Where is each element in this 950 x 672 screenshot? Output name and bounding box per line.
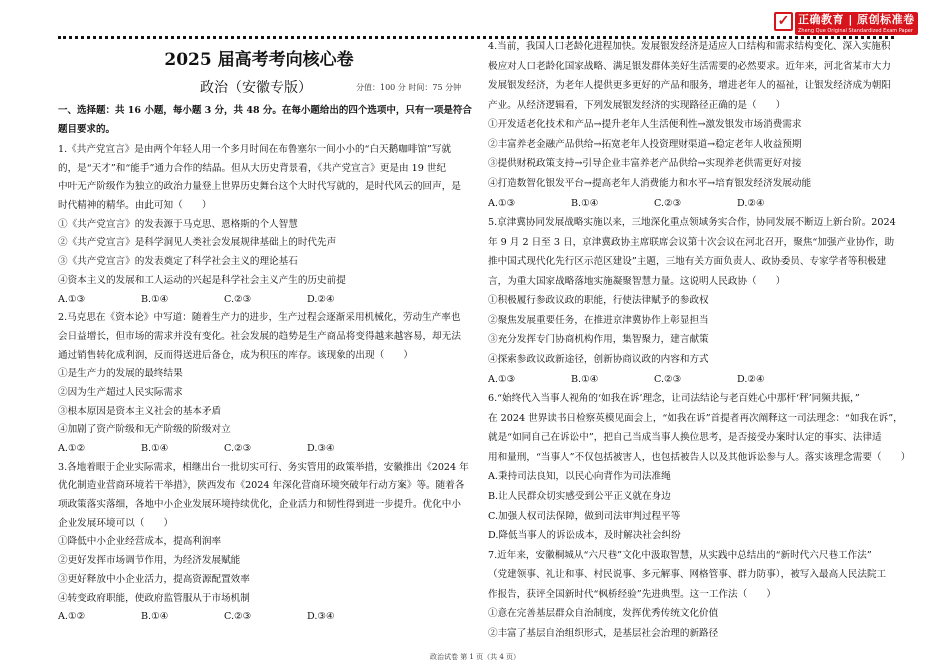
answer-option[interactable]: ①《共产党宣言》的发表源于马克思、恩格斯的个人智慧 bbox=[58, 218, 298, 230]
answer-option[interactable]: ③充分发挥专门协商机构作用，集智聚力，建言献策 bbox=[488, 334, 709, 346]
question-stem-line: 用和量刑，“当事人”不仅包括被害人，也包括被告人以及其他诉讼参与人。落实该理念需要（ ） bbox=[488, 451, 911, 463]
answer-choice[interactable]: A.①② bbox=[58, 443, 86, 454]
answer-option[interactable]: C.加强人权司法保障，做到司法审判过程平等 bbox=[488, 510, 681, 522]
answer-option[interactable]: ①积极履行参政议政的职能，行使法律赋予的参政权 bbox=[488, 295, 709, 307]
checkmark-icon: ✓ bbox=[774, 12, 793, 31]
question-stem-line: 项政策落实落细，各地中小企业发展环境持续优化，企业活力和韧性得到进一步提升。优化中小 bbox=[58, 499, 461, 511]
question-stem-line: 7.近年来，安徽桐城从“六尺巷”文化中汲取智慧，从实践中总结出的“新时代六尺巷工作法” bbox=[488, 549, 872, 561]
answer-choices-row bbox=[58, 291, 460, 310]
question-stem-line: 2.马克思在《资本论》中写道：随着生产力的进步，生产过程会逐渐采用机械化，劳动生产率也 bbox=[58, 312, 461, 324]
answer-choice[interactable]: D.②④ bbox=[307, 293, 335, 305]
section-heading bbox=[58, 101, 472, 139]
question-stem-line: 言，为重大国家战略落地实施凝聚智慧力量。这说明人民政协（ ） bbox=[488, 275, 786, 287]
answer-choice[interactable]: B.①④ bbox=[571, 197, 599, 209]
question-stem-line: 在 2024 世界读书日检察英模见面会上，“如我在诉”首提者再次阐释这一司法理念：“如我在诉”， bbox=[488, 412, 903, 424]
section-heading-line: 一、选择题：共 16 小题，每小题 3 分，共 48 分。在每小题给出的四个选项中，只有一项是符合 bbox=[58, 105, 472, 116]
question-4 bbox=[488, 37, 894, 213]
question-6 bbox=[488, 389, 911, 546]
answer-choice[interactable]: D.②④ bbox=[737, 373, 765, 385]
answer-option[interactable]: ②因为生产超过人民实际需求 bbox=[58, 386, 183, 398]
question-stem-line: 优化制造业营商环境若干举措》，陕西发布《2024 年深化营商环境突破年行动方案》等。随着各 bbox=[58, 480, 465, 492]
answer-choice[interactable]: C.②③ bbox=[224, 443, 252, 454]
answer-choice[interactable]: B.①④ bbox=[571, 373, 599, 385]
score-time-info: 分值：100 分 时间：75 分钟 bbox=[356, 83, 462, 92]
answer-option[interactable]: ①是生产力的发展的最终结果 bbox=[58, 368, 183, 380]
answer-option[interactable]: ②《共产党宣言》是科学洞见人类社会发展规律基础上的时代先声 bbox=[58, 237, 337, 249]
answer-choice[interactable]: A.①③ bbox=[488, 197, 516, 209]
answer-option[interactable]: ②更好发挥市场调节作用，为经济发展赋能 bbox=[58, 555, 241, 567]
right-column bbox=[488, 37, 911, 643]
answer-option[interactable]: ③《共产党宣言》的发表奠定了科学社会主义的理论基石 bbox=[58, 256, 298, 268]
question-stem-line: 的，是“天才”和“能手”通力合作的结晶。但从大历史背景看，《共产党宣言》更是由 19 世纪 bbox=[58, 162, 447, 174]
answer-choice[interactable]: A.①② bbox=[58, 611, 86, 623]
answer-choice[interactable]: D.③④ bbox=[307, 611, 335, 623]
question-stem-line: 企业发展环境可以（ ） bbox=[58, 517, 174, 529]
answer-choice[interactable]: B.①④ bbox=[141, 611, 169, 623]
answer-option[interactable]: ④探索参政议政新途径，创新协商议政的内容和方式 bbox=[488, 354, 709, 365]
answer-option[interactable]: ②丰富养老金融产品供给→拓宽老年人投资理财渠道→稳定老年人收益预期 bbox=[488, 138, 802, 150]
answer-option[interactable]: ④打造数智化银发平台→提高老年人消费能力和水平→培育银发经济发展动能 bbox=[488, 177, 812, 189]
answer-choices-row bbox=[488, 194, 894, 214]
exam-subject: 政治（安徽专版） bbox=[200, 80, 312, 96]
question-1 bbox=[58, 141, 460, 309]
question-7 bbox=[488, 546, 894, 644]
question-stem-line: 4.当前，我国人口老龄化进程加快。发展银发经济是适应人口结构和需求结构变化、深入实施积 bbox=[488, 41, 891, 52]
logo-badge bbox=[795, 12, 918, 35]
question-stem-line: 中叶无产阶级作为独立的政治力量登上世界历史舞台这个大时代写就的，是时代风云的回声，是 bbox=[58, 181, 461, 193]
question-2 bbox=[58, 309, 460, 459]
answer-option[interactable]: ④转变政府职能，使政府监管服从于市场机制 bbox=[58, 592, 250, 604]
answer-choice[interactable]: B.①④ bbox=[141, 443, 169, 454]
answer-option[interactable]: ①开发适老化技术和产品→提升老年人生活便利性→激发银发市场消费需求 bbox=[488, 119, 802, 131]
question-stem-line: 年 9 月 2 日至 3 日，京津冀政协主席联席会议第十次会议在河北召开，聚焦“加强产业协作，助 bbox=[488, 236, 895, 248]
question-stem-line: 通过销售转化成利润，反而得送进后备仓，成为积压的库存。该现象的出现（ ） bbox=[58, 349, 413, 361]
answer-choice[interactable]: C.②③ bbox=[654, 373, 682, 385]
answer-option[interactable]: ③提供财税政策支持→引导企业丰富养老产品供给→实现养老供需更好对接 bbox=[488, 158, 802, 170]
answer-choice[interactable]: C.②③ bbox=[224, 611, 252, 623]
question-3 bbox=[58, 459, 469, 627]
answer-choice[interactable]: D.②④ bbox=[737, 197, 765, 209]
answer-option[interactable]: B.让人民群众切实感受到公平正义就在身边 bbox=[488, 490, 671, 502]
answer-choice[interactable]: B.①④ bbox=[141, 293, 169, 305]
question-stem-line: 发展银发经济，为老年人提供更多更好的产品和服务，增进老年人的福祉，让银发经济成为朝阳 bbox=[488, 80, 891, 92]
section-heading-line: 题目要求的。 bbox=[58, 124, 116, 135]
logo-text: 正确教育 | 原创标准卷 bbox=[798, 13, 915, 26]
answer-choice[interactable]: A.①③ bbox=[488, 373, 516, 385]
question-stem-line: 就是“如同自己在诉讼中”，把自己当成当事人换位思考，是否接受办案时认定的事实、法律适 bbox=[488, 432, 882, 444]
answer-choices-row bbox=[58, 608, 460, 627]
answer-option[interactable]: ③更好释放中小企业活力，提高资源配置效率 bbox=[58, 573, 250, 585]
question-stem-line: 极应对人口老龄化国家战略、满足银发群体美好生活需要的必然要求。近年来，河北省某市大力 bbox=[488, 60, 891, 72]
answer-option[interactable]: ③根本原因是资本主义社会的基本矛盾 bbox=[58, 405, 222, 417]
question-5 bbox=[488, 213, 894, 389]
left-column bbox=[58, 141, 469, 627]
question-stem-line: 6.“始终代入当事人视角的‘如我在诉’理念，让司法结论与老百姓心中那杆‘秤’同频共振，” bbox=[488, 393, 860, 405]
answer-option[interactable]: ①降低中小企业经营成本，提高利润率 bbox=[58, 536, 222, 548]
answer-choices-row bbox=[488, 370, 894, 390]
question-stem-line: （党建领事、礼让和事、村民说事、多元解事、网格管事、群力防事），被写入最高人民法院工 bbox=[488, 569, 887, 581]
question-stem-line: 时代精神的精华。由此可知（ ） bbox=[58, 200, 212, 212]
answer-option[interactable]: ②丰富了基层自治组织形式，是基层社会治理的新路径 bbox=[488, 627, 719, 639]
question-stem-line: 会日益增长，但市场的需求并没有变化。社会发展的趋势是生产商品将变得越来越容易，却无法 bbox=[58, 330, 461, 342]
answer-option[interactable]: ④加剧了资产阶级和无产阶级的阶级对立 bbox=[58, 424, 231, 436]
question-stem-line: 1.《共产党宣言》是由两个年轻人用一个多月时间在布鲁塞尔一间小小的“白天鹅咖啡馆”写就 bbox=[58, 144, 452, 155]
question-stem-line: 作报告，获评全国新时代“枫桥经验”先进典型。这一工作法（ ） bbox=[488, 588, 777, 600]
answer-choice[interactable]: C.②③ bbox=[654, 197, 682, 209]
answer-option[interactable]: A.秉持司法良知，以民心向背作为司法准绳 bbox=[488, 471, 671, 483]
question-stem-line: 3.各地着眼于企业实际需求，相继出台一批切实可行、务实管用的政策举措，安徽推出《2024 年 bbox=[58, 461, 469, 473]
brand-logo bbox=[774, 12, 918, 35]
question-stem-line: 5.京津冀协同发展战略实施以来，三地深化重点领域务实合作，协同发展不断迈上新台阶。2024 bbox=[488, 217, 896, 229]
question-stem-line: 产业。从经济逻辑看，下列发展银发经济的实现路径正确的是（ ） bbox=[488, 99, 786, 111]
answer-option[interactable]: ②聚焦发展重要任务，在推进京津冀协作上彰显担当 bbox=[488, 314, 709, 326]
answer-option[interactable]: ④资本主义的发展和工人运动的兴起是科学社会主义产生的历史前提 bbox=[58, 274, 346, 286]
answer-choice[interactable]: A.①③ bbox=[58, 293, 86, 305]
page-footer: 政治试卷 第 1 页（共 4 页） bbox=[429, 653, 521, 661]
exam-title: 2025 届高考考向核心卷 bbox=[164, 50, 354, 70]
answer-choice[interactable]: C.②③ bbox=[224, 293, 252, 305]
answer-option[interactable]: ①意在完善基层群众自治制度，发挥优秀传统文化价值 bbox=[488, 608, 719, 620]
question-stem-line: 推中国式现代化先行区示范区建设”主题，三地有关方面负责人、政协委员、专家学者等积极建 bbox=[488, 256, 887, 268]
answer-option[interactable]: D.降低当事人的诉讼成本，及时解决社会纠纷 bbox=[488, 530, 681, 542]
answer-choice[interactable]: D.③④ bbox=[307, 443, 335, 454]
logo-subtext: Zheng Que Original Standardized Exam Paper bbox=[798, 28, 913, 34]
answer-choices-row bbox=[58, 440, 460, 459]
